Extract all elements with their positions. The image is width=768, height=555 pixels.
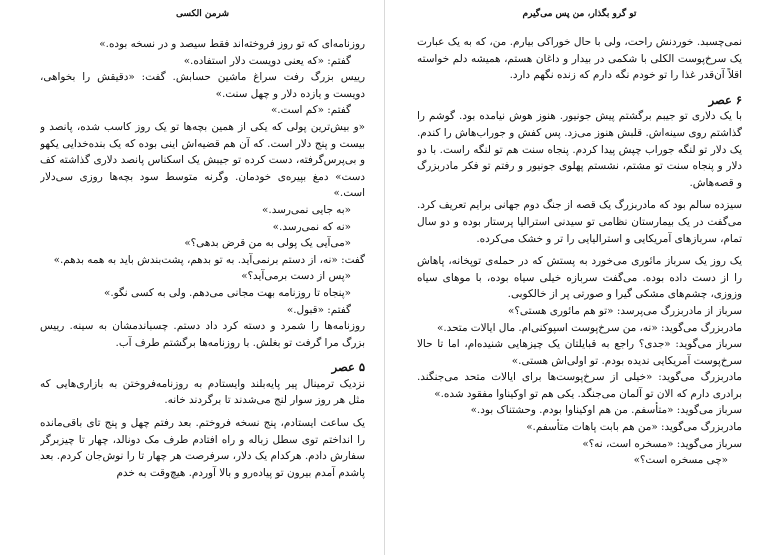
paragraph: گفت: «نه، از دستم برنمی‌آید. به تو بدهم، پشت‌بندش باید به همه بدهم.» bbox=[53, 253, 365, 266]
section-heading: ۶ عصر bbox=[708, 92, 742, 107]
paragraph: رییس بزرگ رفت سراغ ماشین حسابش. گفت: «دقیقش را بخواهی، دویست و یازده دلار و چهل سنت.» bbox=[40, 71, 365, 100]
dialog-line: «نه که نمی‌رسد.» bbox=[272, 220, 351, 233]
dialog-line: «می‌آیی یک پولی به من قرض بدهی؟» bbox=[184, 237, 351, 250]
dialog-line: «چی مسخره است؟» bbox=[633, 454, 728, 467]
paragraph: روزنامه‌ای که تو روز فروخته‌اند فقط سیصد و در نسخه بوده.» bbox=[99, 38, 365, 50]
left-page bbox=[40, 0, 365, 555]
dialog-line: «پنجاه تا روزنامه بهت مجانی می‌دهم. ولی به کسی نگو.» bbox=[103, 286, 351, 299]
paragraph: «و بیش‌ترین پولی که یکی از همین بچه‌ها تو یک روز کاسب شده، پانصد و بیست و پنج دلار است. که آن هم قضیه‌اش اینی بوده که یک بنده‌خدایی یکهو و بی‌پرس‌گرفته، دست کرده تو جیبش یک اسکناس پانصد دلاری گذاشته کف دست» دمغ بپیره‌ی خودمان. وگرنه متوسط سود بچه‌ها روزی سی‌دلار است.» bbox=[40, 120, 365, 200]
paragraph: نزدیک ترمینال پیر پایه‌بلند وایستادم به روزنامه‌فروختن به بازاری‌هایی که مثل هر روز سوار لنج می‌شدند تا برگردند خانه. bbox=[40, 377, 365, 407]
dialog-line: مادربزرگ می‌گوید: «نه، من سرخ‌پوست اسپوکنی‌ام. مال ایالات متحد.» bbox=[436, 321, 742, 334]
dialog-line: گفتم: «قبول.» bbox=[286, 303, 351, 316]
paragraph: با یک دلاری تو جیبم برگشتم پیش جونیور. هنوز هوش نیامده بود. گوشم را گذاشتم روی سینه‌اش. قلبش هنوز می‌زد. پس کفش و جوراب‌هاش را کندم. یک دلار تو لنگه جوراب چپش پیدا کردم. پنجاه سنت هم تو لنگه راست. با دو دلار و پنجاه سنت تو مشتم، نشستم پهلوی جونیور و رفتم تو فکر مادربزرگ و قصه‌هاش. bbox=[417, 110, 742, 189]
running-head-author: شرمن الکسی bbox=[175, 9, 230, 19]
left-page-text bbox=[40, 22, 365, 481]
right-page-text bbox=[417, 22, 742, 469]
paragraph: یک روز یک سرباز مائوری می‌خورد به پستش که در حمله‌ی توپخانه، پاهاش را از دست داده بوده. می‌گفت سرباز‌ه خیلی سیاه بوده، با موهای سیاه وزوزی، چشم‌های مشکی گیرا و صورتی پر از خالکوبی. bbox=[417, 255, 742, 301]
dialog-line: سرباز می‌گوید: «متأسفم. من هم اوکیناوا بودم. وحشتناک بود.» bbox=[470, 404, 742, 417]
paragraph: روزنامه‌ها را شمرد و دسته کرد داد دستم. چسباندمشان به سینه. رییس بزرگ مرا گرفت تو بغلش. با روزنامه‌ها برگشتم طرف آب. bbox=[40, 320, 365, 349]
dialog-line: مادربزرگ می‌گوید: «خیلی از سرخ‌پوست‌ها برای ایالات متحد می‌جنگند. برادری دارم که الان تو آلمان می‌جنگد. یکی هم تو اوکیناوا مفقود شده.» bbox=[417, 371, 742, 400]
right-page bbox=[417, 0, 742, 555]
dialog-line: گفتم: «که یعنی دویست دلار استفاده.» bbox=[183, 54, 351, 67]
dialog-line: «به جایی نمی‌رسد.» bbox=[262, 203, 351, 216]
dialog-line: «پس از دست برمی‌آید؟» bbox=[241, 270, 351, 283]
paragraph: یک ساعت ایستادم، پنج نسخه فروختم. بعد رفتم چهل و پنج تای باقی‌مانده را انداختم توی سطل زباله و راه افتادم طرف مک دونالد، چهار تا چیزبرگر سفارش دادم. هرکدام یک دلار، سرفرصت هر چهار تا را نوش‌جان کردم. بعد پاشدم آمدم بیرون تو پیاده‌رو و بالا آوردم. هیچ‌وقت به خدم bbox=[40, 417, 365, 479]
dialog-line: گفتم: «کم است.» bbox=[270, 104, 351, 117]
section-heading: ۵ عصر bbox=[331, 360, 365, 375]
dialog-line: سرباز می‌گوید: «جدی؟ راجع به قبایلتان یک چیزهایی شنیده‌ام، اما تا حالا سرخ‌پوست آمریکایی ندیده بودم. تو اولی‌اش هستی.» bbox=[417, 338, 742, 367]
paragraph: نمی‌چسبد. خوردنش راحت، ولی با حال خوراکی بیارم. من، که به یک عبارت یک سرخ‌پوست الکلی با شکمی در بیدار و داغان هستم، همیشه دلم خواسته اقلاً آن‌قدر غذا را تو خودم نگه دارم که زنده نگهم دارد. bbox=[417, 36, 742, 82]
page-gutter bbox=[384, 0, 385, 555]
paragraph: سیزده سالم بود که مادربزرگ یک قصه از جنگ دوم جهانی برایم تعریف کرد. می‌گفت در یک بیمارستان نظامی تو سیدنی استرالیا پرستار بوده و دو سال تمام، سربازهای آمریکایی و استرالیایی را تر و خشک می‌کرده. bbox=[417, 199, 742, 245]
dialog-line: مادربزرگ می‌گوید: «من هم بابت پاهات متأسفم.» bbox=[526, 421, 742, 434]
dialog-line: سرباز از مادربزرگ می‌پرسد: «تو هم مائوری هستی؟» bbox=[508, 304, 742, 317]
dialog-line: سرباز می‌گوید: «مسخره است، نه؟» bbox=[582, 437, 742, 450]
running-head-title: تو گرو بگذار، من پس می‌گیرم bbox=[522, 9, 637, 19]
